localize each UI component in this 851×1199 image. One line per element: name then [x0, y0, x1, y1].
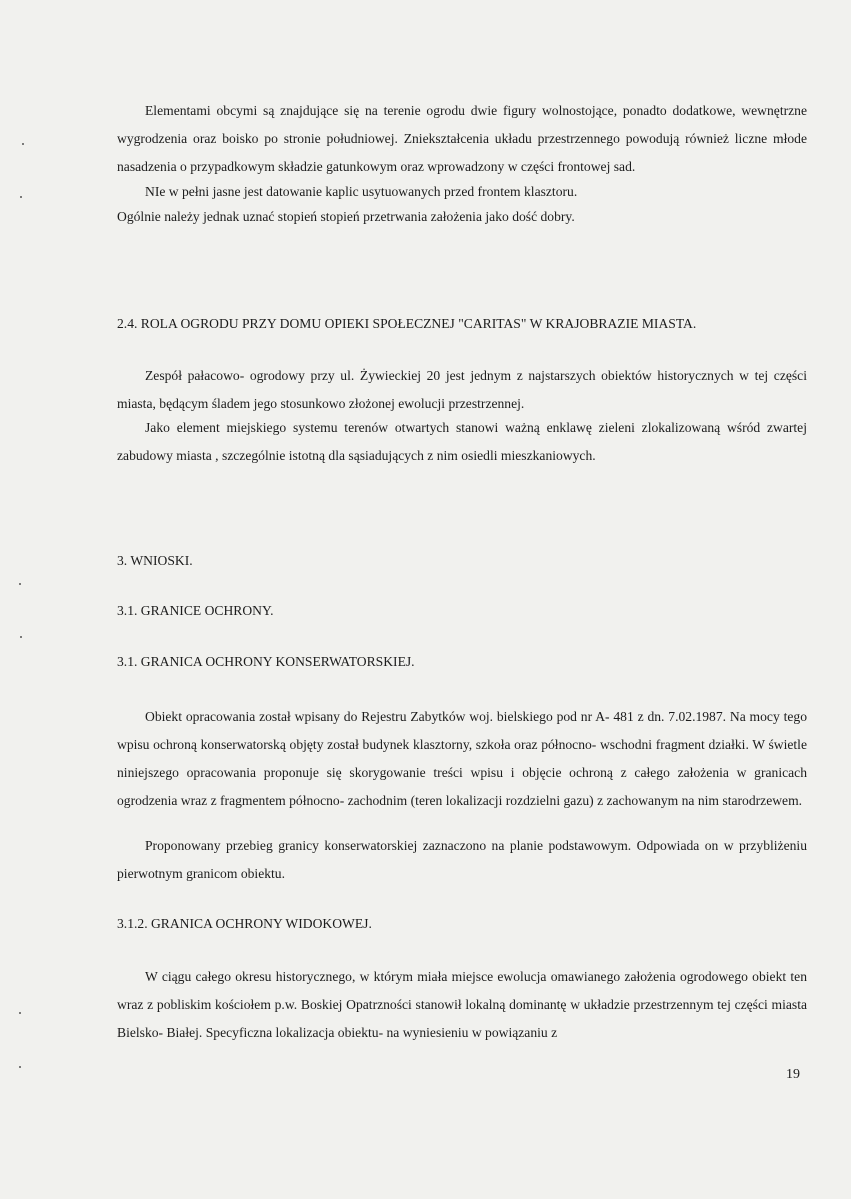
intro-paragraph-1: Elementami obcymi są znajdujące się na terenie ogrodu dwie figury wolnostojące, ponadto dodatkowe, wewnętrzne wygrodzenia oraz boisko po stronie południowej. Zniekształcenia układu przestrzennego powodują również liczne młode nasadzenia o przypadkowym składzie gatunkowym oraz wprowadzony w części frontowej sad. — [117, 103, 807, 174]
section-3-heading: 3. WNIOSKI. — [117, 553, 193, 568]
scan-speck — [19, 1066, 21, 1068]
intro-paragraph-3: Ogólnie należy jednak uznać stopień stopień przetrwania założenia jako dość dobry. — [117, 209, 575, 224]
scan-speck — [19, 583, 21, 585]
scan-speck — [19, 1012, 21, 1014]
section-3-1-2-heading: 3.1.2. GRANICA OCHRONY WIDOKOWEJ. — [117, 916, 372, 931]
conservation-paragraph-1: Obiekt opracowania został wpisany do Rejestru Zabytków woj. bielskiego pod nr A- 481 z dn. 7.02.1987. Na mocy tego wpisu ochroną konserwatorską objęty został budynek klasztorny, szkoła oraz północno- wschodni fragment działki. W świetle niniejszego opracowania proponuje się skorygowanie treści wpisu i objęcie ochroną z całego założenia w granicach ogrodzenia wraz z fragmentem północno- zachodnim (teren lokalizacji rozdzielni gazu) z zachowanym na nim starodrzewem. — [117, 709, 807, 808]
intro-paragraph-2: NIe w pełni jasne jest datowanie kaplic usytuowanych przed frontem klasztoru. — [145, 184, 578, 199]
section-2-4-paragraph-1: Zespół pałacowo- ogrodowy przy ul. Żywieckiej 20 jest jednym z najstarszych obiektów historycznych w tej części miasta, będącym śladem jego stosunkowo złożonej ewolucji przestrzennej. — [117, 368, 807, 411]
scan-speck — [22, 143, 24, 145]
section-3-1-conservation-heading: 3.1. GRANICA OCHRONY KONSERWATORSKIEJ. — [117, 654, 415, 669]
section-2-4-heading: 2.4. ROLA OGRODU PRZY DOMU OPIEKI SPOŁECZNEJ "CARITAS" W KRAJOBRAZIE MIASTA. — [117, 316, 697, 331]
view-protection-paragraph-1: W ciągu całego okresu historycznego, w którym miała miejsce ewolucja omawianego założenia ogrodowego obiekt ten wraz z pobliskim kościołem p.w. Boskiej Opatrzności stanowił lokalną dominantę w układzie przestrzennym tej części miasta Bielsko- Białej. Specyficzna lokalizacja obiektu- na wyniesieniu w powiązaniu z — [117, 969, 807, 1040]
conservation-paragraph-2: Proponowany przebieg granicy konserwatorskiej zaznaczono na planie podstawowym. Odpowiada on w przybliżeniu pierwotnym granicom obiektu. — [117, 838, 807, 881]
section-2-4-paragraph-2: Jako element miejskiego systemu terenów otwartych stanowi ważną enklawę zieleni zlokalizowaną wśród zwartej zabudowy miasta , szczególnie istotną dla sąsiadujących z nim osiedli mieszkaniowych. — [117, 420, 807, 463]
scan-speck — [20, 636, 22, 638]
scan-speck — [20, 196, 22, 198]
page-number: 19 — [786, 1067, 800, 1082]
section-3-1-heading: 3.1. GRANICE OCHRONY. — [117, 603, 274, 618]
